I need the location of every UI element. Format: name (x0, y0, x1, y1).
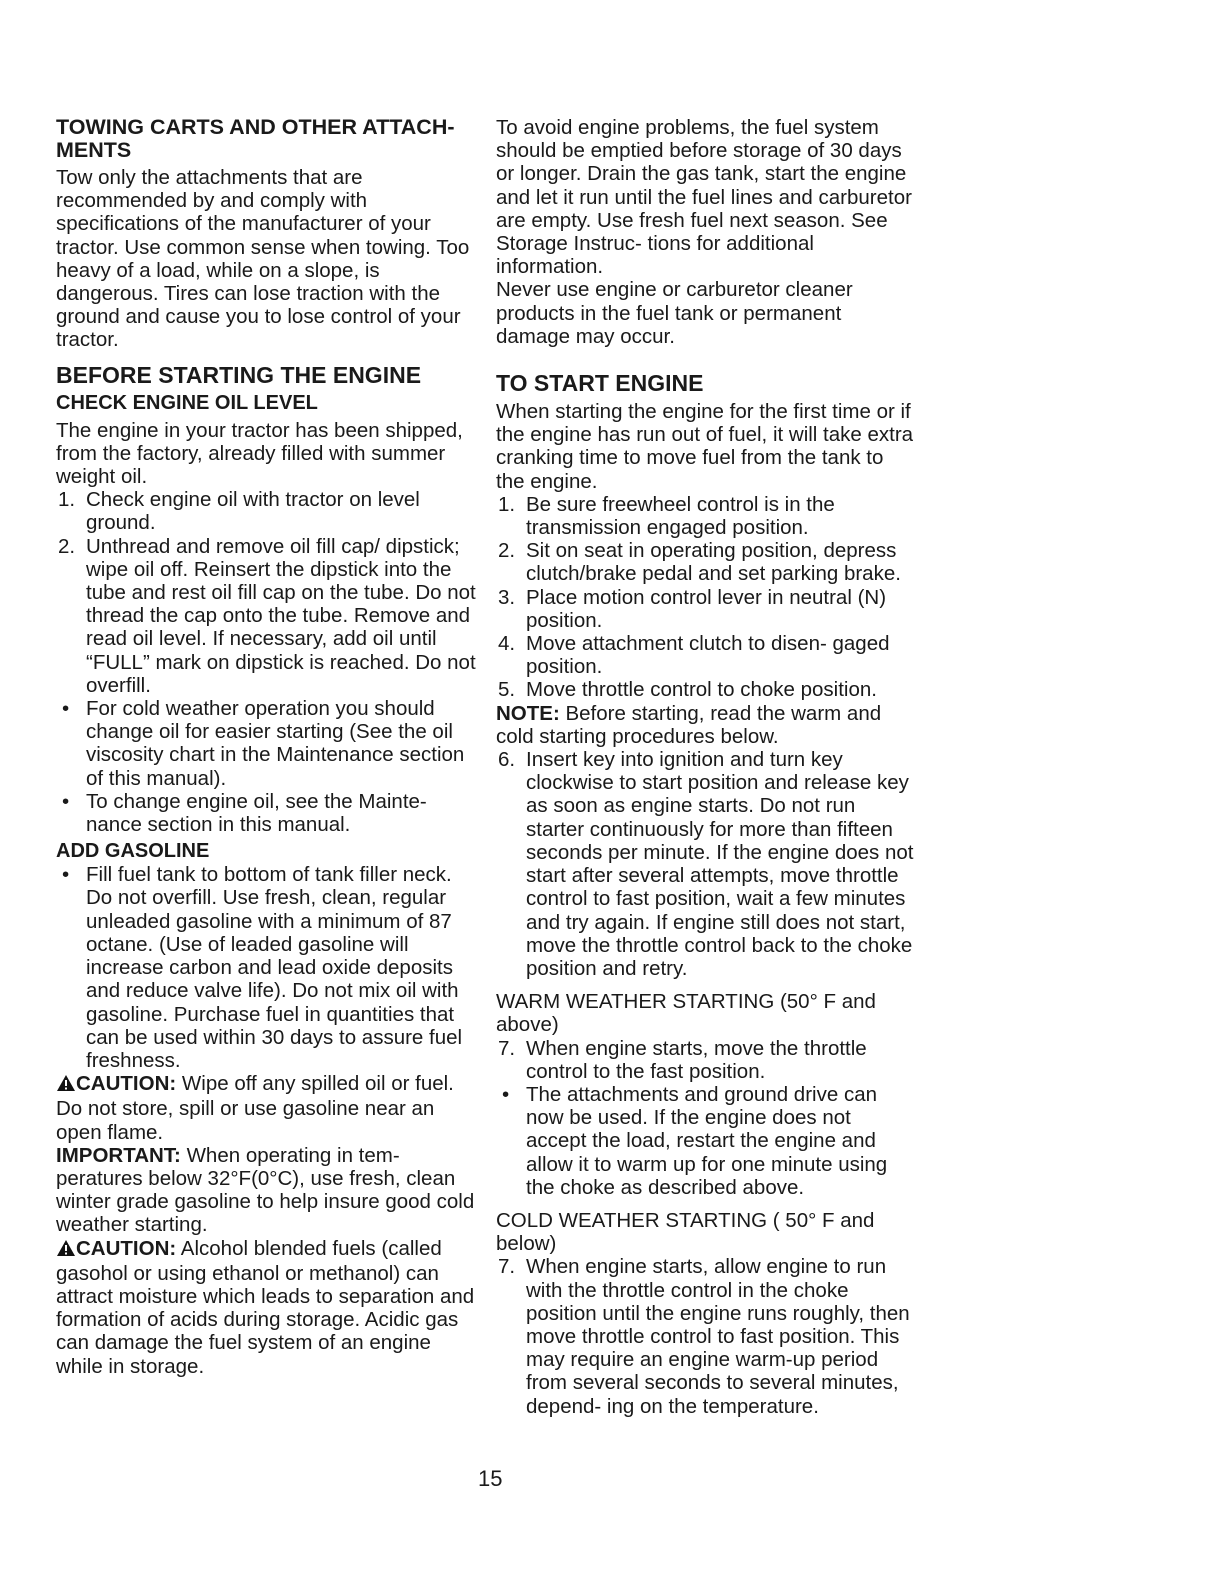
warning-triangle-icon (56, 1074, 76, 1097)
left-column (56, 116, 476, 1378)
start-step-1 (496, 493, 914, 539)
bullet-dot-icon: • (62, 863, 70, 887)
step-number: 6. (498, 748, 516, 772)
step-text: Sit on seat in operating position, depress clutch/brake pedal and set parking brake. (526, 539, 901, 586)
caution-label: CAUTION: (76, 1072, 177, 1096)
warm-weather-heading: WARM WEATHER STARTING (50° F and above) (496, 990, 876, 1037)
important-paragraph (56, 1144, 476, 1237)
important-text: When operating in tem- peratures below 32°F(0°C), use fresh, clean winter grade gasoline to help insure good cold weather starting. (56, 1143, 475, 1237)
right-column (496, 116, 914, 1418)
before-starting-heading: BEFORE STARTING THE ENGINE (56, 361, 422, 388)
bullet-dot-icon: • (62, 697, 70, 721)
oil-bullet-1 (56, 697, 476, 790)
gasoline-bullet (56, 863, 476, 1072)
bullet-dot-icon: • (502, 1082, 510, 1106)
oil-step-2 (56, 535, 476, 697)
caution-text: Wipe off any spilled oil or fuel. Do not store, spill or use gasoline near an open flame. (56, 1072, 454, 1144)
step-text: Unthread and remove oil fill cap/ dipstick; wipe oil off. Reinsert the dipstick into the tube and rest oil fill cap on the tube. Do not thread the cap onto the tube. Remove and read oil level. If necessary, add oil until “FULL” mark on dipstick is reached. Do not overfill. (86, 534, 476, 697)
start-step-2 (496, 539, 914, 585)
cold-step-7 (496, 1255, 914, 1417)
step-number: 2. (58, 534, 76, 558)
step-text: When engine starts, allow engine to run with the throttle control in the choke position until the engine runs roughly, then move throttle control to fast position. This may require an engine warm-up period from several seconds to several minutes, depend- ing on the temperature. (526, 1255, 910, 1418)
step-text: When engine starts, move the throttle control to the fast position. (526, 1036, 867, 1083)
bullet-text: To change engine oil, see the Mainte- nance section in this manual. (86, 789, 427, 837)
note-paragraph (496, 702, 914, 748)
step-text: Move attachment clutch to disen- gaged position. (526, 632, 890, 679)
to-start-engine-heading: TO START ENGINE (496, 370, 704, 397)
start-intro-paragraph: When starting the engine for the first time or if the engine has run out of fuel, it will take extra cranking time to move fuel from the tank to the engine. (496, 400, 914, 493)
oil-bullet-2 (56, 790, 476, 836)
warm-bullet (496, 1083, 914, 1199)
cleaner-warning-paragraph: Never use engine or carburetor cleaner products in the fuel tank or permanent damage may occur. (496, 278, 853, 348)
step-number: 5. (498, 678, 516, 702)
step-text: Move throttle control to choke position. (526, 678, 877, 702)
start-step-5 (496, 678, 914, 701)
towing-heading (56, 116, 476, 162)
page-number: 15 (478, 1466, 503, 1491)
bullet-dot-icon: • (62, 789, 70, 813)
bullet-text: Fill fuel tank to bottom of tank filler neck. Do not overfill. Use fresh, clean, regular unleaded gasoline with a minimum of 87 octane. (Use of leaded gasoline will increase carbon and lead oxide deposits and reduce valve life). Do not mix oil with gasoline. Purchase fuel in quantities that can be used within 30 days to assure fuel freshness. (86, 863, 463, 1072)
oil-intro-paragraph: The engine in your tractor has been shipped, from the factory, already filled with summer weight oil. (56, 418, 463, 489)
bullet-text: For cold weather operation you should change oil for easier starting (See the oil viscosity chart in the Maintenance section of this manual). (86, 697, 465, 790)
add-gasoline-heading: ADD GASOLINE (56, 840, 210, 863)
step-number: 4. (498, 632, 516, 656)
step-text: Place motion control lever in neutral (N) position. (526, 585, 887, 632)
caution-text: Alcohol blended fuels (called gasohol or using ethanol or methanol) can attract moisture which leads to separation and formation of acids during storage. Acidic gas can damage the fuel system of an engine while in storage. (56, 1236, 475, 1378)
storage-paragraph: To avoid engine problems, the fuel system should be emptied before storage of 30 days or longer. Drain the gas tank, start the engine and let it run until the fuel lines and carburetor are empty. Use fresh fuel next season. See Storage Instruc- tions for additional information. (496, 116, 912, 279)
step-number: 1. (58, 488, 76, 512)
important-label: IMPORTANT: (56, 1143, 181, 1167)
note-label: NOTE: (496, 701, 560, 725)
note-text: Before starting, read the warm and cold starting procedures below. (496, 701, 882, 748)
check-oil-heading: CHECK ENGINE OIL LEVEL (56, 391, 318, 414)
step-text: Be sure freewheel control is in the transmission engaged position. (526, 492, 835, 540)
oil-step-1 (56, 488, 476, 534)
start-step-6 (496, 748, 914, 980)
step-number: 2. (498, 539, 516, 563)
caution-spill-paragraph (56, 1072, 476, 1144)
step-number: 1. (498, 492, 516, 516)
bullet-text: The attachments and ground drive can now be used. If the engine does not accept the load, restart the engine and allow it to warm up for one minute using the choke as described above. (526, 1082, 888, 1199)
start-step-4 (496, 632, 914, 678)
warning-triangle-icon (56, 1239, 76, 1262)
step-number: 3. (498, 585, 516, 609)
cold-weather-heading: COLD WEATHER STARTING ( 50° F and below) (496, 1208, 875, 1256)
step-text: Check engine oil with tractor on level ground. (86, 488, 420, 535)
start-step-3 (496, 586, 914, 632)
towing-paragraph: Tow only the attachments that are recommended by and comply with specifications of the manufacturer of your tractor. Use common sense when towing. Too heavy of a load, while on a slope, is dangerous. Tires can lose traction with the ground and cause you to lose control of your tractor. (56, 166, 470, 352)
towing-heading-line1: TOWING CARTS AND OTHER ATTACH- (56, 115, 455, 139)
towing-heading-line2: MENTS (56, 138, 132, 162)
step-number: 7. (498, 1255, 516, 1279)
step-text: Insert key into ignition and turn key clockwise to start position and release key as soon as engine starts. Do not run starter continuously for more than fifteen seconds per minute. If the engine does not start after several attempts, move throttle control to fast position, wait a few minutes and try again. If engine still does not start, move the throttle control back to the choke position and retry. (526, 748, 914, 980)
step-number: 7. (498, 1036, 516, 1060)
caution-label: CAUTION: (76, 1236, 177, 1260)
caution-alcohol-paragraph (56, 1237, 476, 1378)
warm-step-7 (496, 1037, 914, 1083)
